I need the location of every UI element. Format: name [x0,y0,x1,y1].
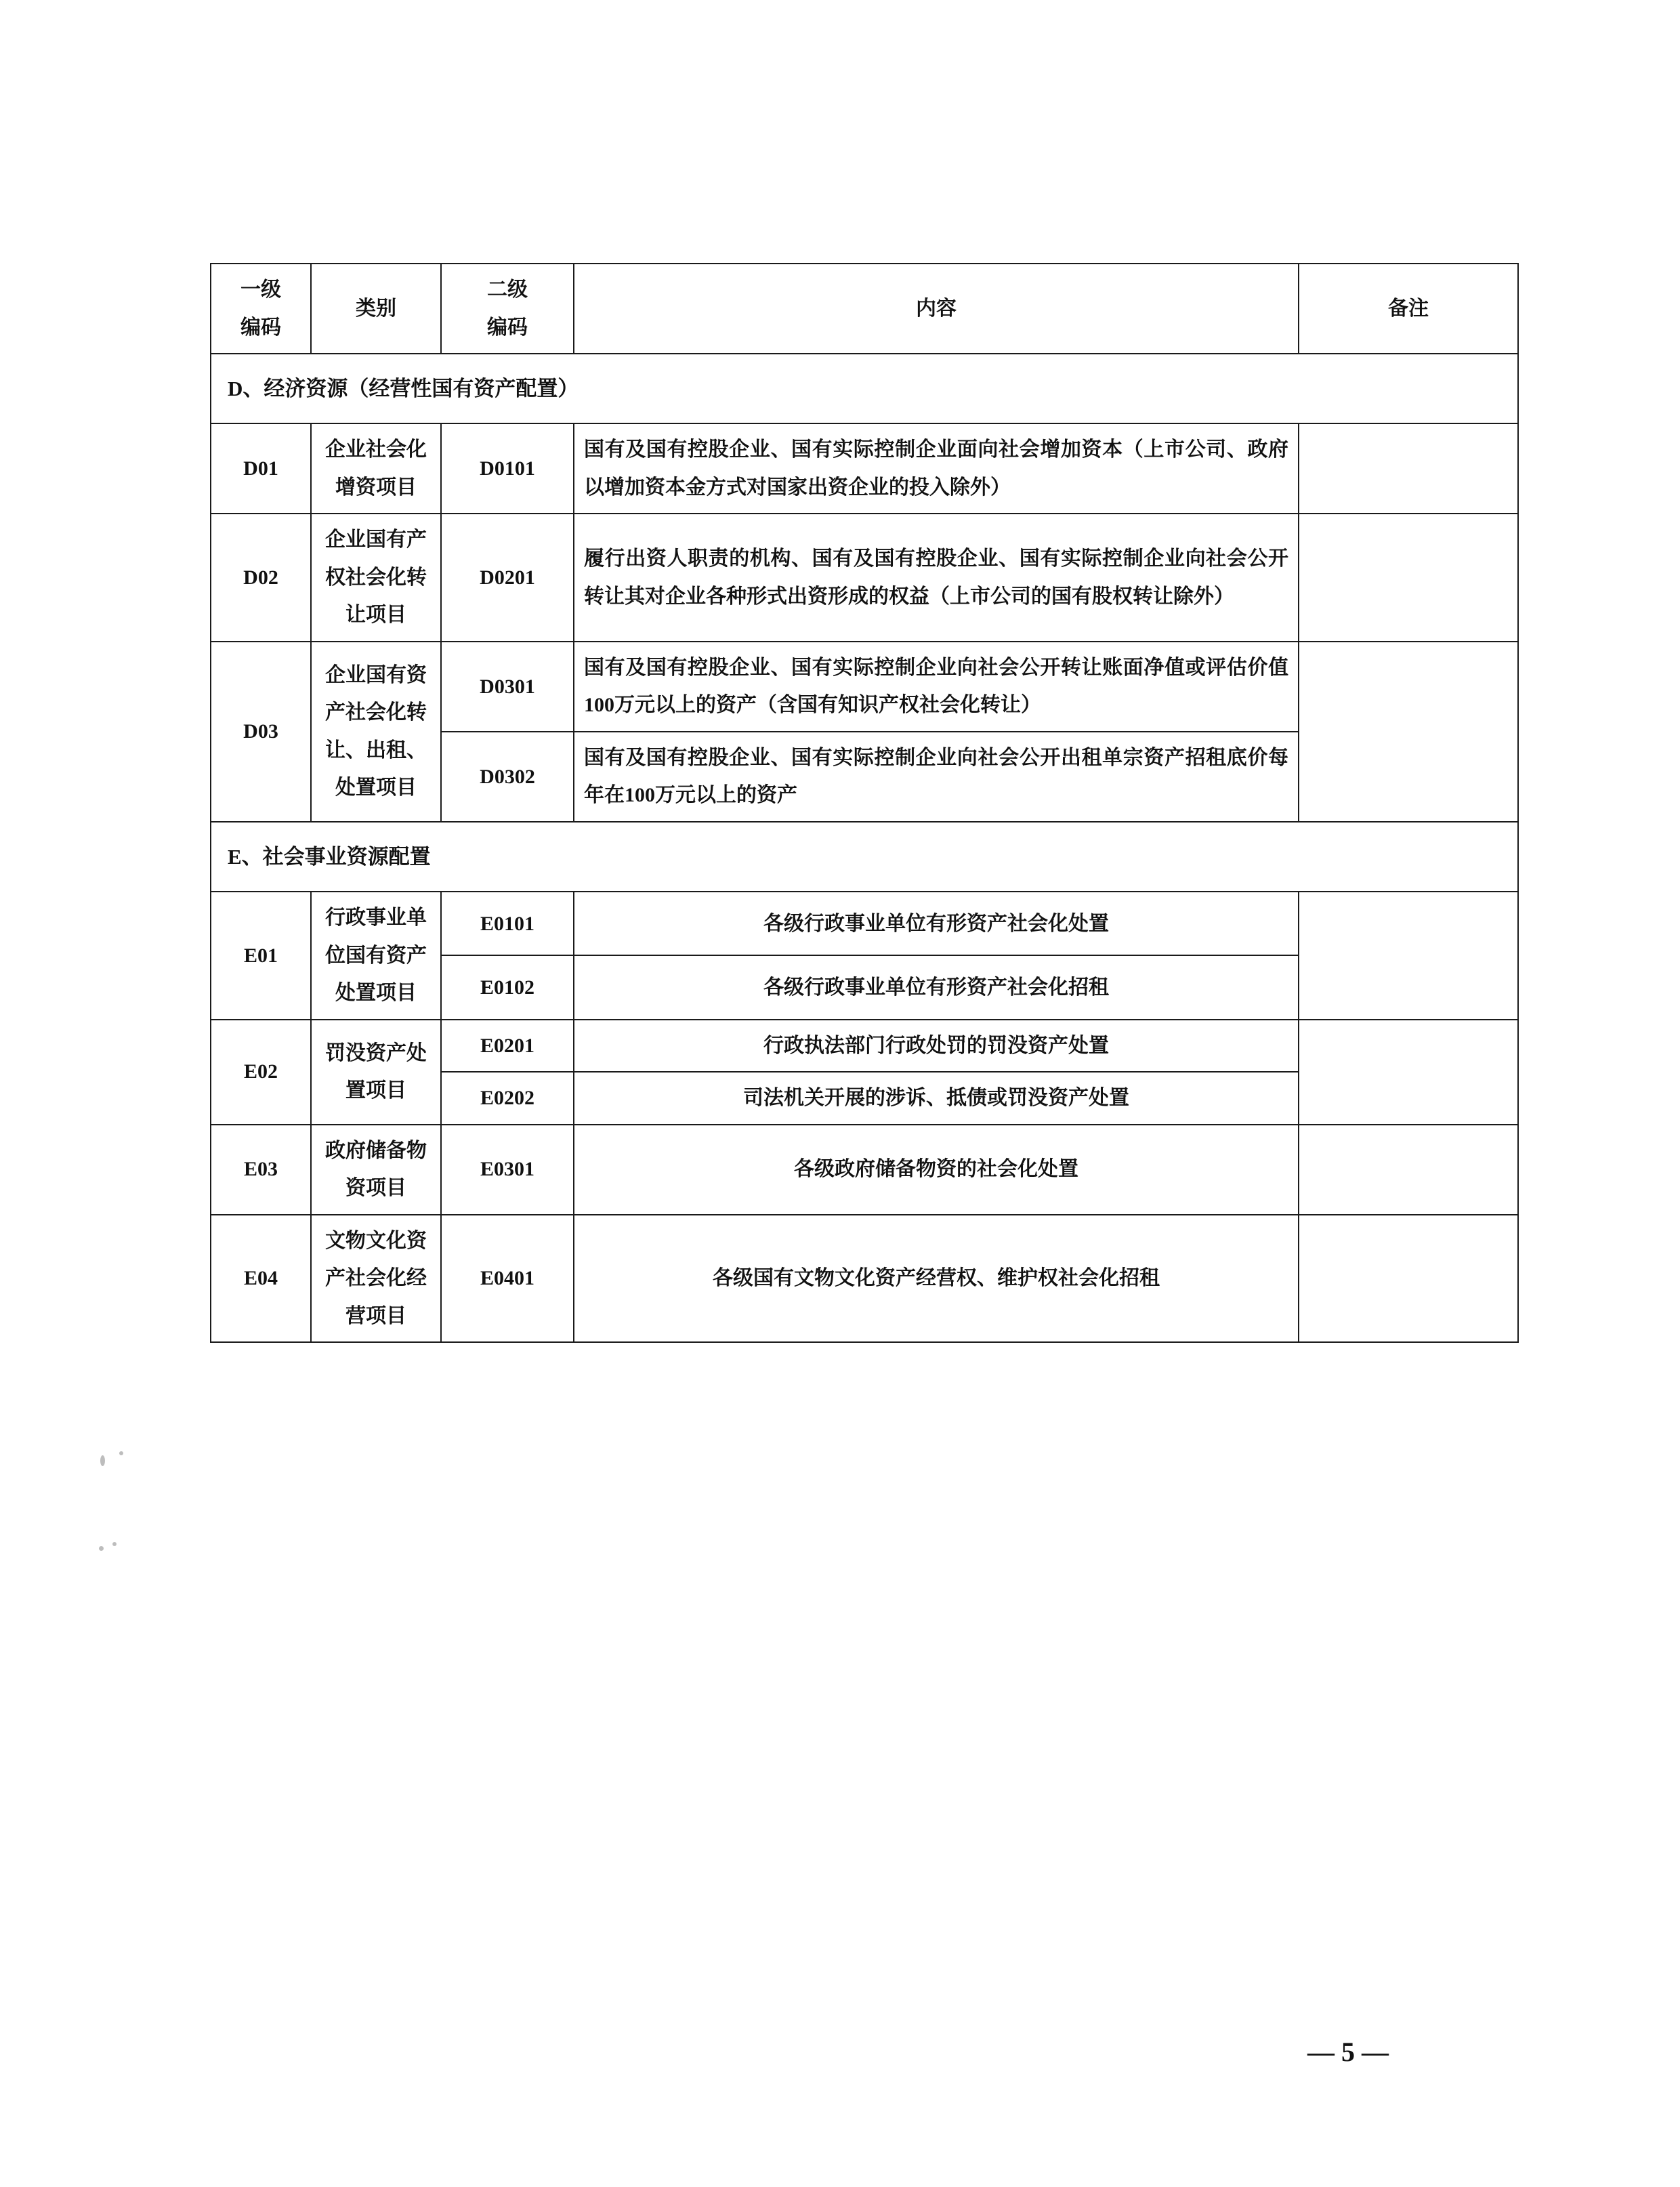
section-title-e: E、社会事业资源配置 [211,822,1518,892]
level1-code-d03: D03 [211,642,311,822]
level1-code-e01: E01 [211,892,311,1020]
section-row-e [211,822,1518,892]
content-d0302: 国有及国有控股企业、国有实际控制企业向社会公开出租单宗资产招租底价每年在100万元以上的资产 [574,732,1299,822]
category-d02: 企业国有产权社会化转让项目 [311,514,441,642]
table-row [211,514,1518,642]
category-e03: 政府储备物资项目 [311,1125,441,1215]
header-note: 备注 [1299,264,1518,354]
section-title-d: D、经济资源（经营性国有资产配置） [211,354,1518,423]
content-d0201: 履行出资人职责的机构、国有及国有控股企业、国有实际控制企业向社会公开转让其对企业各种形式出资形成的权益（上市公司的国有股权转让除外） [574,514,1299,642]
content-d0301: 国有及国有控股企业、国有实际控制企业向社会公开转让账面净值或评估价值100万元以上的资产（含国有知识产权社会化转让） [574,642,1299,732]
level2-code-d0101: D0101 [441,423,574,514]
level2-code-e0201: E0201 [441,1020,574,1072]
note-e04 [1299,1215,1518,1343]
level2-code-d0201: D0201 [441,514,574,642]
table-row [211,892,1518,955]
scan-speck [100,1455,105,1466]
content-e0201: 行政执法部门行政处罚的罚没资产处置 [574,1020,1299,1072]
level1-code-e02: E02 [211,1020,311,1125]
header-level1-code-line2: 编码 [240,316,281,339]
content-e0401: 各级国有文物文化资产经营权、维护权社会化招租 [574,1215,1299,1343]
category-d03: 企业国有资产社会化转让、出租、处置项目 [311,642,441,822]
level1-code-e03: E03 [211,1125,311,1215]
note-e02 [1299,1020,1518,1125]
note-d03 [1299,642,1518,822]
table-row [211,642,1518,732]
note-d01 [1299,423,1518,514]
note-e01 [1299,892,1518,1020]
level1-code-e04: E04 [211,1215,311,1343]
level1-code-d01: D01 [211,423,311,514]
content-e0101: 各级行政事业单位有形资产社会化处置 [574,892,1299,955]
content-e0202: 司法机关开展的涉诉、抵债或罚没资产处置 [574,1072,1299,1125]
content-e0301: 各级政府储备物资的社会化处置 [574,1125,1299,1215]
level2-code-e0401: E0401 [441,1215,574,1343]
header-level1-code [211,264,311,354]
level2-code-e0102: E0102 [441,955,574,1019]
note-d02 [1299,514,1518,642]
table-row [211,1215,1518,1343]
table-row [211,423,1518,514]
category-e01: 行政事业单位国有资产处置项目 [311,892,441,1020]
level1-code-d02: D02 [211,514,311,642]
content-e0102: 各级行政事业单位有形资产社会化招租 [574,955,1299,1019]
level2-code-e0301: E0301 [441,1125,574,1215]
page-number: — 5 — [1307,2037,1389,2067]
table-row [211,1020,1518,1072]
header-content: 内容 [574,264,1299,354]
header-level1-code-line1: 一级 [240,278,281,301]
note-e03 [1299,1125,1518,1215]
scan-speck [99,1546,104,1551]
category-d01: 企业社会化增资项目 [311,423,441,514]
section-row-d [211,354,1518,423]
level2-code-e0202: E0202 [441,1072,574,1125]
header-level2-code [441,264,574,354]
table-row [211,1125,1518,1215]
content-d0101: 国有及国有控股企业、国有实际控制企业面向社会增加资本（上市公司、政府以增加资本金方式对国家出资企业的投入除外） [574,423,1299,514]
category-e02: 罚没资产处置项目 [311,1020,441,1125]
header-level2-code-line1: 二级 [487,278,528,301]
level2-code-e0101: E0101 [441,892,574,955]
header-category: 类别 [311,264,441,354]
level2-code-d0302: D0302 [441,732,574,822]
resource-catalog-table [210,263,1519,1343]
category-e04: 文物文化资产社会化经营项目 [311,1215,441,1343]
header-level2-code-line2: 编码 [487,316,528,339]
table-header [211,264,1518,354]
level2-code-d0301: D0301 [441,642,574,732]
scan-speck [112,1542,117,1546]
table-header-row [211,264,1518,354]
scan-speck [119,1451,123,1455]
table-body [211,354,1518,1342]
